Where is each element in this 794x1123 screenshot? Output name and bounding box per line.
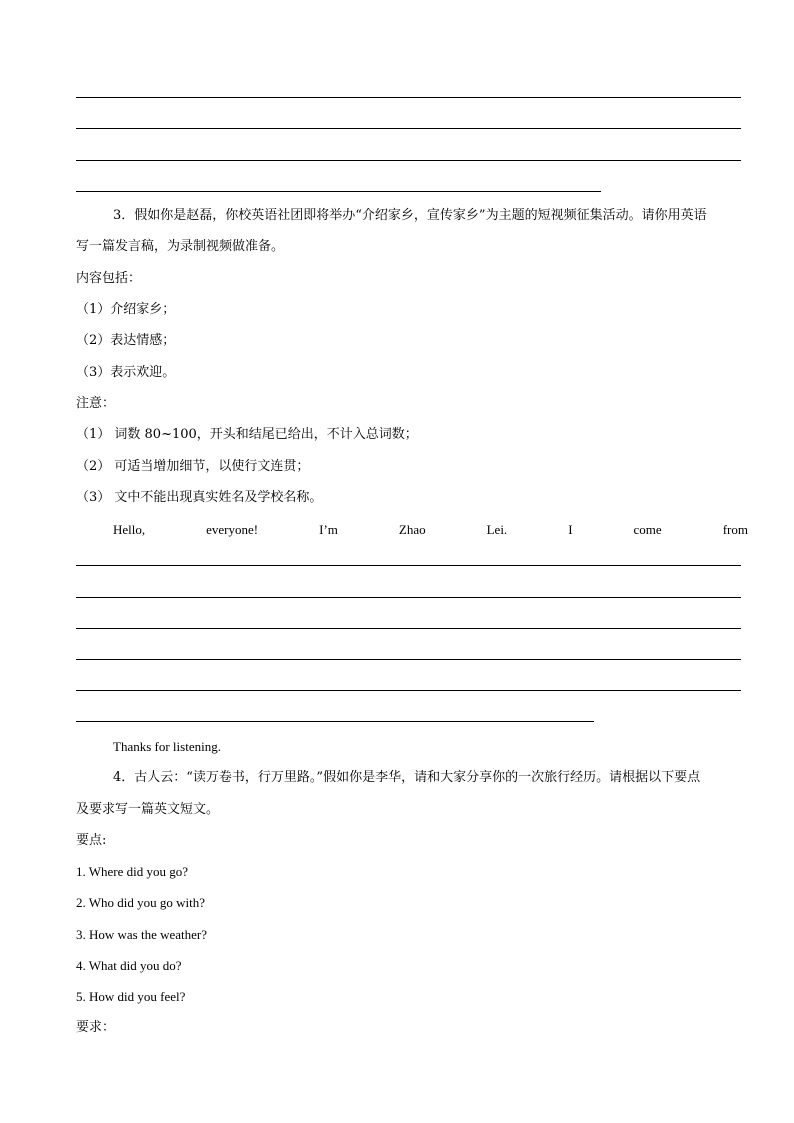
answer-line <box>76 597 741 598</box>
q3-prompt-line2: 写一篇发言稿，为录制视频做准备。 <box>76 239 285 254</box>
q3-note-item: （2） 可适当增加细节，以使行文连贯； <box>76 459 310 474</box>
q3-closing-sentence: Thanks for listening. <box>113 739 221 754</box>
answer-line-short <box>76 191 601 192</box>
q3-content-heading: 内容包括： <box>76 271 142 286</box>
q3-note-item: （1） 词数 80~100，开头和结尾已给出，不计入总词数； <box>76 427 418 442</box>
q4-point-item: 2. Who did you go with? <box>76 895 206 910</box>
q3-prompt-line1: 3．假如你是赵磊，你校英语社团即将举办“介绍家乡，宣传家乡”为主题的短视频征集活动。请你用英语 <box>113 208 707 223</box>
q4-point-item: 4. What did you do? <box>76 958 182 973</box>
answer-line <box>76 565 741 566</box>
q3-content-item: （3）表示欢迎。 <box>76 365 176 380</box>
q3-opening-sentence <box>113 521 748 539</box>
opening-word: Hello, <box>113 522 146 537</box>
opening-word: Zhao <box>398 522 426 537</box>
answer-line <box>76 628 741 629</box>
answer-line <box>76 128 741 129</box>
q4-point-item: 3. How was the weather? <box>76 927 208 942</box>
answer-line-short <box>76 721 594 722</box>
q3-content-item: （2）表达情感； <box>76 333 176 348</box>
q3-notes-heading: 注意： <box>76 396 116 411</box>
answer-line <box>76 690 741 691</box>
opening-word: I’m <box>319 522 338 537</box>
q3-content-item: （1）介绍家乡； <box>76 302 176 317</box>
opening-word: Lei. <box>486 522 508 537</box>
q4-point-item: 5. How did you feel? <box>76 989 186 1004</box>
q4-point-item: 1. Where did you go? <box>76 864 189 879</box>
opening-word: from <box>722 522 748 537</box>
opening-word: everyone! <box>206 522 259 537</box>
q4-points-heading: 要点: <box>76 833 107 848</box>
opening-word: come <box>633 522 662 537</box>
q4-prompt-line2: 及要求写一篇英文短文。 <box>76 802 220 817</box>
answer-line <box>76 97 741 98</box>
q4-prompt-line1: 4．古人云：“读万卷书，行万里路。”假如你是李华，请和大家分享你的一次旅行经历。请根据以下要点 <box>113 770 701 785</box>
q3-note-item: （3） 文中不能出现真实姓名及学校名称。 <box>76 490 323 505</box>
answer-line <box>76 659 741 660</box>
answer-line <box>76 160 741 161</box>
opening-word: I <box>568 522 573 537</box>
q4-requirements-heading: 要求： <box>76 1020 116 1035</box>
